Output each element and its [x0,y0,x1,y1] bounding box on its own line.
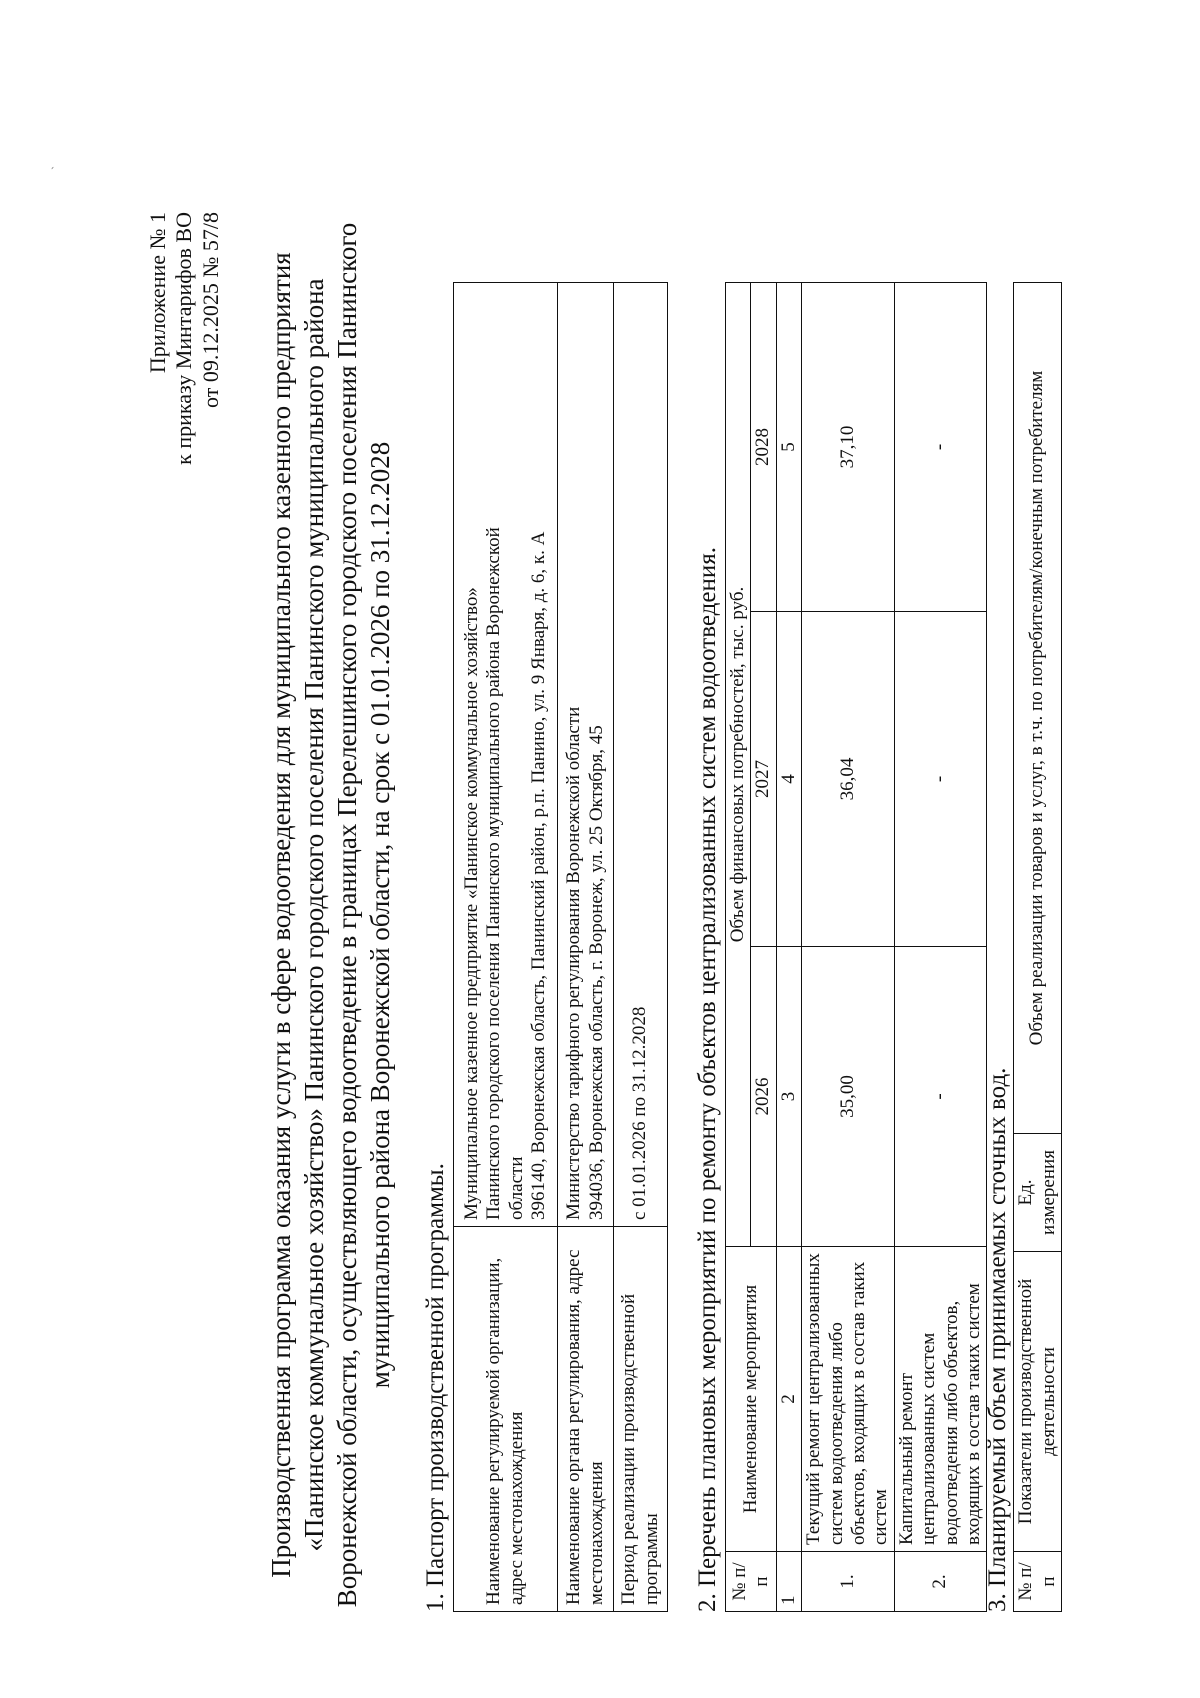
measure-name: Капитальный ремонт централизованных систем водоотведения либо объектов, входящих в состав таких систем [894,1247,987,1552]
section-3-title: 3. Планируемый объем принимаемых сточных вод. [984,1067,1011,1612]
document-content [35,166,1065,1650]
section-2-title: 2. Перечень плановых мероприятий по ремонту объектов централизованных систем водоотведения. [694,547,721,1612]
passport-value-line: Муниципальное казенное предприятие «Панинское коммунальное хозяйство» [460,587,482,1220]
title-line-2: «Панинское коммунальное хозяйство» Панинского городского поселения Панинского муниципального района [298,278,329,1552]
table-row [802,283,895,1612]
column-header-2028: 2028 [751,283,776,612]
passport-value-line: области [505,1156,527,1220]
appendix-line-3: от 09.12.2025 № 57/8 [197,212,223,408]
scan-mark: ` [49,166,63,170]
passport-value [558,283,614,1227]
column-header-financial: Объем финансовых потребностей, тыс. руб. [726,283,751,1247]
passport-value-line: Панинского городского поселения Панинского муниципального района Воронежской [483,527,505,1220]
passport-value-line: с 01.01.2026 по 31.12.2028 [629,1006,651,1220]
passport-label: Наименование регулируемой организации, адрес местонахождения [454,1227,558,1612]
column-header-volume: Объем реализации товаров и услуг, в т.ч. по потребителям/конечным потребителям [1014,283,1062,1134]
value-2026: - [894,947,987,1247]
value-2028: - [894,283,987,612]
row-number: 2. [894,1552,987,1612]
column-header-indicator: Показатели производственной деятельности [1014,1252,1062,1552]
title-line-4: муниципального района Воронежской области, на срок с 01.01.2026 по 31.12.2028 [364,441,395,1389]
repairs-table [725,282,987,1612]
title-line-1: Производственная программа оказания услуги в сфере водоотведения для муниципального казенного предприятия [266,252,296,1578]
document-title [265,180,397,1650]
column-header-2027: 2027 [751,612,776,947]
table-header-row [726,283,751,1612]
appendix-header [145,212,224,465]
title-line-3: Воронежской области, осуществляющего водоотведение в границах Перелешинского городского поселения Панинского [331,222,362,1608]
index-cell: 2 [776,1247,801,1552]
column-header-unit: Ед. измерения [1014,1134,1062,1252]
column-header-num: № п/п [1014,1552,1062,1612]
passport-value [614,283,668,1227]
row-number: 1. [802,1552,895,1612]
passport-value [454,283,558,1227]
table-row [454,283,558,1612]
index-cell: 1 [776,1552,801,1612]
column-header-name: Наименование мероприятия [726,1247,777,1552]
column-header-num: № п/п [726,1552,777,1612]
column-header-2026: 2026 [751,947,776,1247]
table-row [894,283,987,1612]
value-2028: 37,10 [802,283,895,612]
index-cell: 4 [776,612,801,947]
volume-table [1013,282,1062,1612]
passport-table [453,282,668,1612]
appendix-line-1: Приложение № 1 [145,212,170,374]
passport-value-line: Министерство тарифного регулирования Воронежской области [563,706,585,1220]
passport-label: Период реализации производственной программы [614,1227,668,1612]
table-header-row [1014,283,1062,1612]
passport-label: Наименование органа регулирования, адрес местонахождения [558,1227,614,1612]
appendix-line-2: к приказу Минтарифов ВО [171,212,197,465]
index-cell: 3 [776,947,801,1247]
value-2027: 36,04 [802,612,895,947]
value-2027: - [894,612,987,947]
table-row [558,283,614,1612]
table-index-row [776,283,801,1612]
passport-value-line: 396140, Воронежская область, Панинский район, р.п. Панино, ул. 9 Января, д. 6, к. А [527,531,549,1220]
measure-name: Текущий ремонт централизованных систем водоотведения либо объектов, входящих в состав таких систем [802,1247,895,1552]
index-cell: 5 [776,283,801,612]
passport-value-line: 394036, Воронежская область, г. Воронеж, ул. 25 Октября, 45 [585,725,607,1220]
table-row [614,283,668,1612]
section-1-title: 1. Паспорт производственной программы. [422,1163,449,1612]
value-2026: 35,00 [802,947,895,1247]
